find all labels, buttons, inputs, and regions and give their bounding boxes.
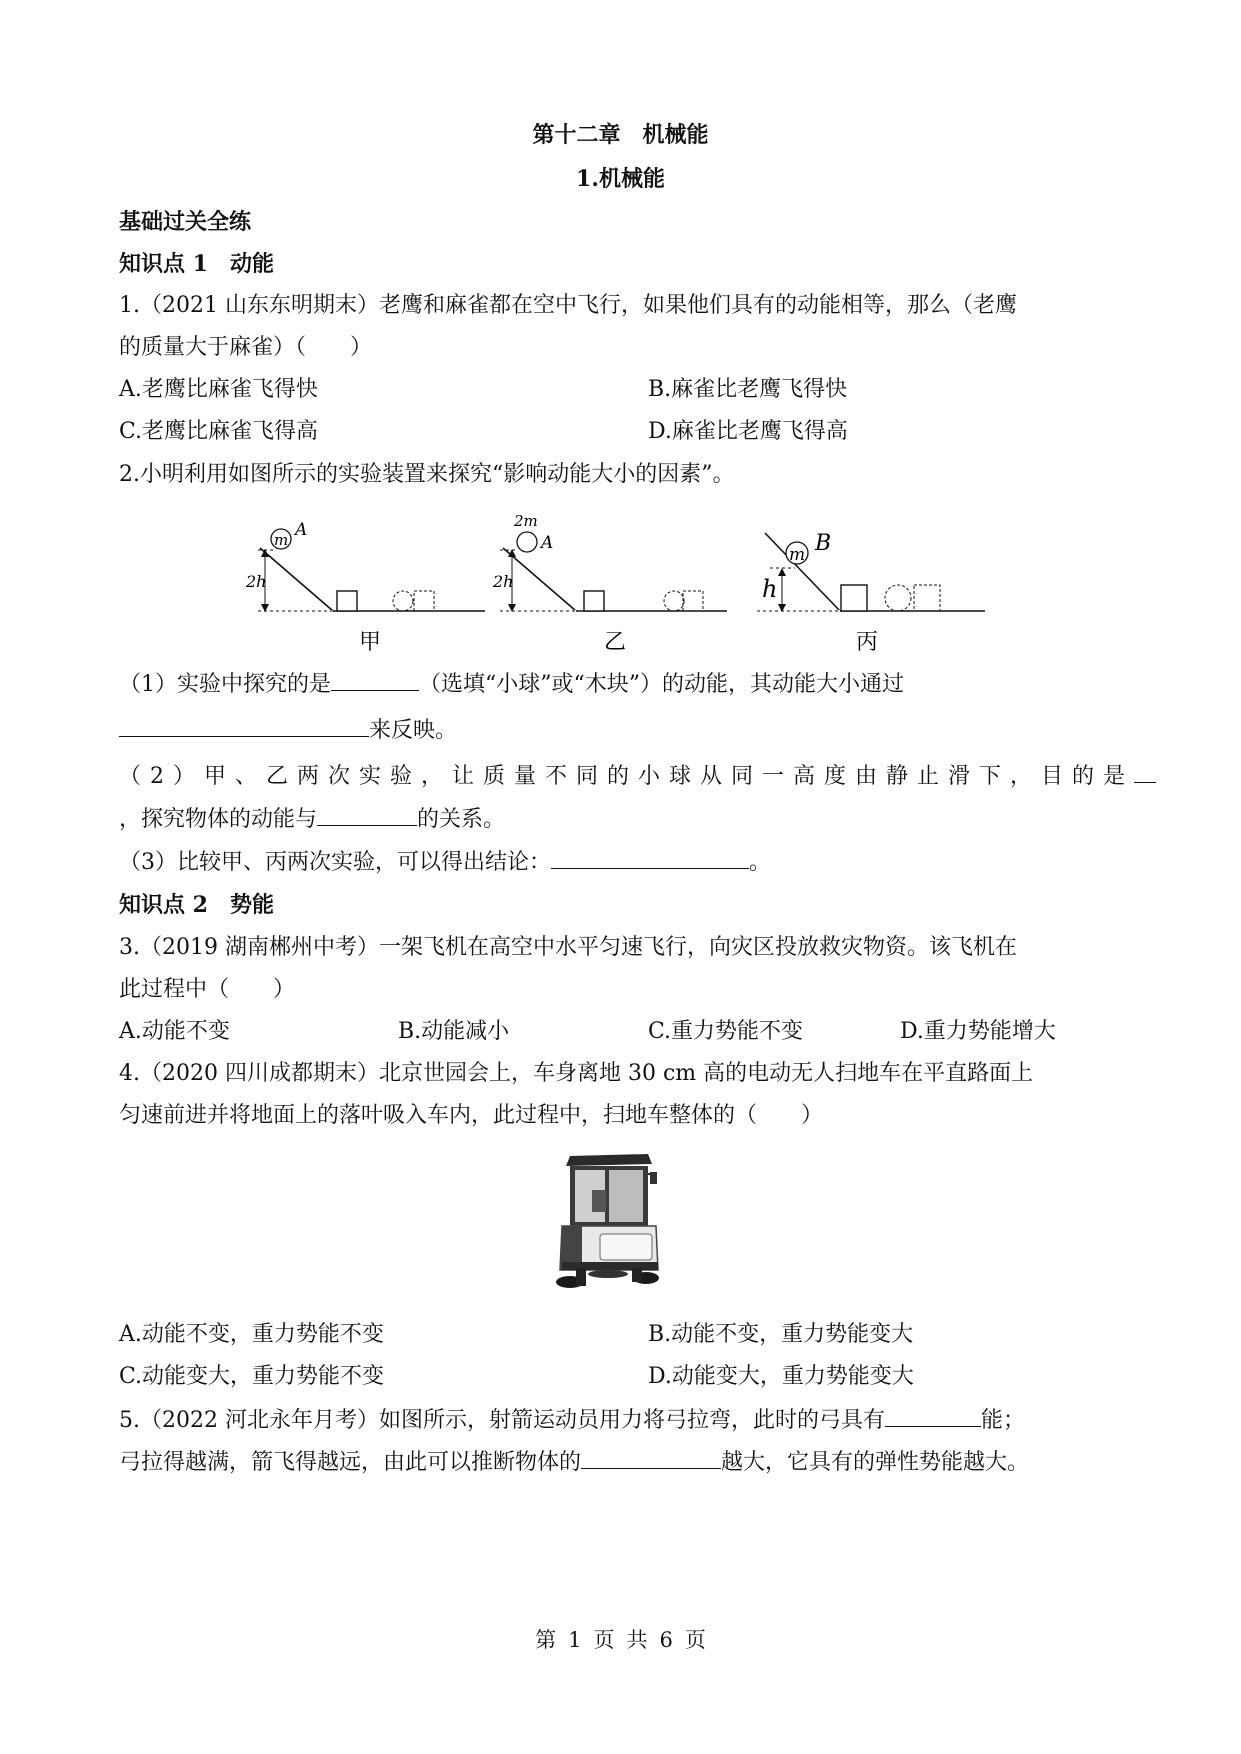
figure-yi-mass-label: 2m (514, 512, 538, 530)
q2-part2-line2 (119, 803, 505, 835)
chapter-title: 第十二章 机械能 (532, 122, 709, 148)
q5-text-a: 5.（2022 河北永年月考）如图所示，射箭运动员用力将弓拉弯，此时的弓具有 (119, 1408, 885, 1433)
q5-text-c: 弓拉得越满，箭飞得越远，由此可以推断物体的 (119, 1450, 582, 1475)
q3-option-a: A.动能不变 (119, 1019, 230, 1044)
q1-option-a: A.老鹰比麻雀飞得快 (119, 377, 318, 402)
figure-yi-caption: 乙 (604, 630, 627, 655)
q2-part3-text-a: （3）比较甲、丙两次实验，可以得出结论： (119, 850, 551, 875)
knowledge-point-2: 知识点 2 势能 (119, 892, 274, 918)
footer-page-number: 1 (568, 1628, 582, 1652)
q2-part2-text-a: （2）甲、乙两次实验，让质量不同的小球从同一高度由静止滑下，目的是 (119, 764, 1134, 789)
q5-blank-1[interactable] (885, 1404, 981, 1427)
figure-yi-height-label: 2h (493, 572, 514, 591)
footer-label-gong: 共 (626, 1628, 648, 1652)
footer-label-di: 第 (535, 1628, 557, 1652)
q2-part1-text-a: （1）实验中探究的是 (119, 672, 331, 697)
q3-option-b: B.动能减小 (398, 1019, 510, 1044)
figure-jia-mass-label: m (274, 531, 289, 549)
figure-jia-caption: 甲 (359, 630, 382, 655)
figure-jia (245, 520, 485, 655)
footer-label-ye: 页 (593, 1628, 615, 1652)
figure-yi (492, 512, 727, 655)
q1-option-d: D.麻雀比老鹰飞得高 (648, 419, 848, 444)
q1-option-b: B.麻雀比老鹰飞得快 (648, 377, 848, 402)
knowledge-point-1: 知识点 1 动能 (119, 251, 274, 277)
q2-part2-line1 (119, 760, 1156, 792)
q4-line2: 匀速前进并将地面上的落叶吸入车内，此过程中，扫地车整体的（ ） (119, 1103, 824, 1128)
q2-part2-blank-1[interactable] (1134, 760, 1156, 783)
q5-text-b: 能； (980, 1408, 1025, 1433)
q2-experiment-figure (0, 505, 1241, 655)
figure-bing (757, 531, 985, 655)
q3-line2: 此过程中（ ） (119, 977, 296, 1002)
q4-option-a: A.动能不变，重力势能不变 (119, 1322, 384, 1347)
q4-option-c: C.动能变大，重力势能不变 (119, 1364, 385, 1389)
q1-line2: 的质量大于麻雀）（ ） (119, 335, 373, 360)
q2-part2-text-c: 的关系。 (417, 807, 506, 832)
section-title: 1.机械能 (576, 166, 665, 192)
figure-jia-height-label: 2h (246, 572, 267, 591)
part-heading: 基础过关全练 (119, 209, 252, 235)
q4-option-d: D.动能变大，重力势能变大 (648, 1364, 914, 1389)
q2-part2-text-b: ，探究物体的动能与 (119, 807, 318, 832)
figure-bing-point-label: B (815, 531, 832, 556)
q2-part1-line1 (119, 668, 904, 700)
q2-stem: 2.小明利用如图所示的实验装置来探究“影响动能大小的因素”。 (119, 462, 735, 487)
q4-option-b: B.动能不变，重力势能变大 (648, 1322, 914, 1347)
q2-part1-blank-2[interactable] (119, 714, 369, 737)
footer-label-ye-2: 页 (684, 1628, 706, 1652)
footer-total-pages: 6 (659, 1628, 673, 1652)
figure-bing-height-label: h (762, 575, 778, 603)
q2-part1-text-b: （选填“小球”或“木块”）的动能，其动能大小通过 (419, 672, 904, 697)
q2-part2-blank-2[interactable] (317, 803, 417, 826)
q4-line1: 4.（2020 四川成都期末）北京世园会上，车身离地 30 cm 高的电动无人扫地车在平直路面上 (119, 1061, 1034, 1086)
q5-line2 (119, 1446, 1029, 1478)
q5-text-d: 越大，它具有的弹性势能越大。 (721, 1450, 1030, 1475)
sweeper-vehicle-image (548, 1150, 672, 1294)
q2-part1-blank-1[interactable] (331, 668, 419, 691)
figure-yi-point-label: A (541, 533, 554, 553)
q2-part3-line (119, 846, 771, 878)
q3-option-c: C.重力势能不变 (648, 1019, 804, 1044)
figure-bing-caption: 丙 (856, 630, 879, 655)
q5-line1 (119, 1404, 1025, 1436)
q1-line1: 1.（2021 山东东明期末）老鹰和麻雀都在空中飞行，如果他们具有的动能相等，那么（老鹰 (119, 293, 1017, 318)
page-footer (0, 1624, 1241, 1654)
q3-line1: 3.（2019 湖南郴州中考）一架飞机在高空中水平匀速飞行，向灾区投放救灾物资。该飞机在 (119, 935, 1017, 960)
q1-option-c: C.老鹰比麻雀飞得高 (119, 419, 319, 444)
q2-part1-line2 (119, 714, 457, 746)
q2-part1-text-c: 来反映。 (369, 718, 458, 743)
q2-part3-blank[interactable] (551, 846, 749, 869)
figure-jia-point-label: A (295, 520, 308, 540)
figure-bing-mass-label: m (789, 545, 806, 565)
q5-blank-2[interactable] (581, 1446, 721, 1469)
q3-option-d: D.重力势能增大 (900, 1019, 1056, 1044)
q2-part3-text-b: 。 (749, 850, 772, 875)
